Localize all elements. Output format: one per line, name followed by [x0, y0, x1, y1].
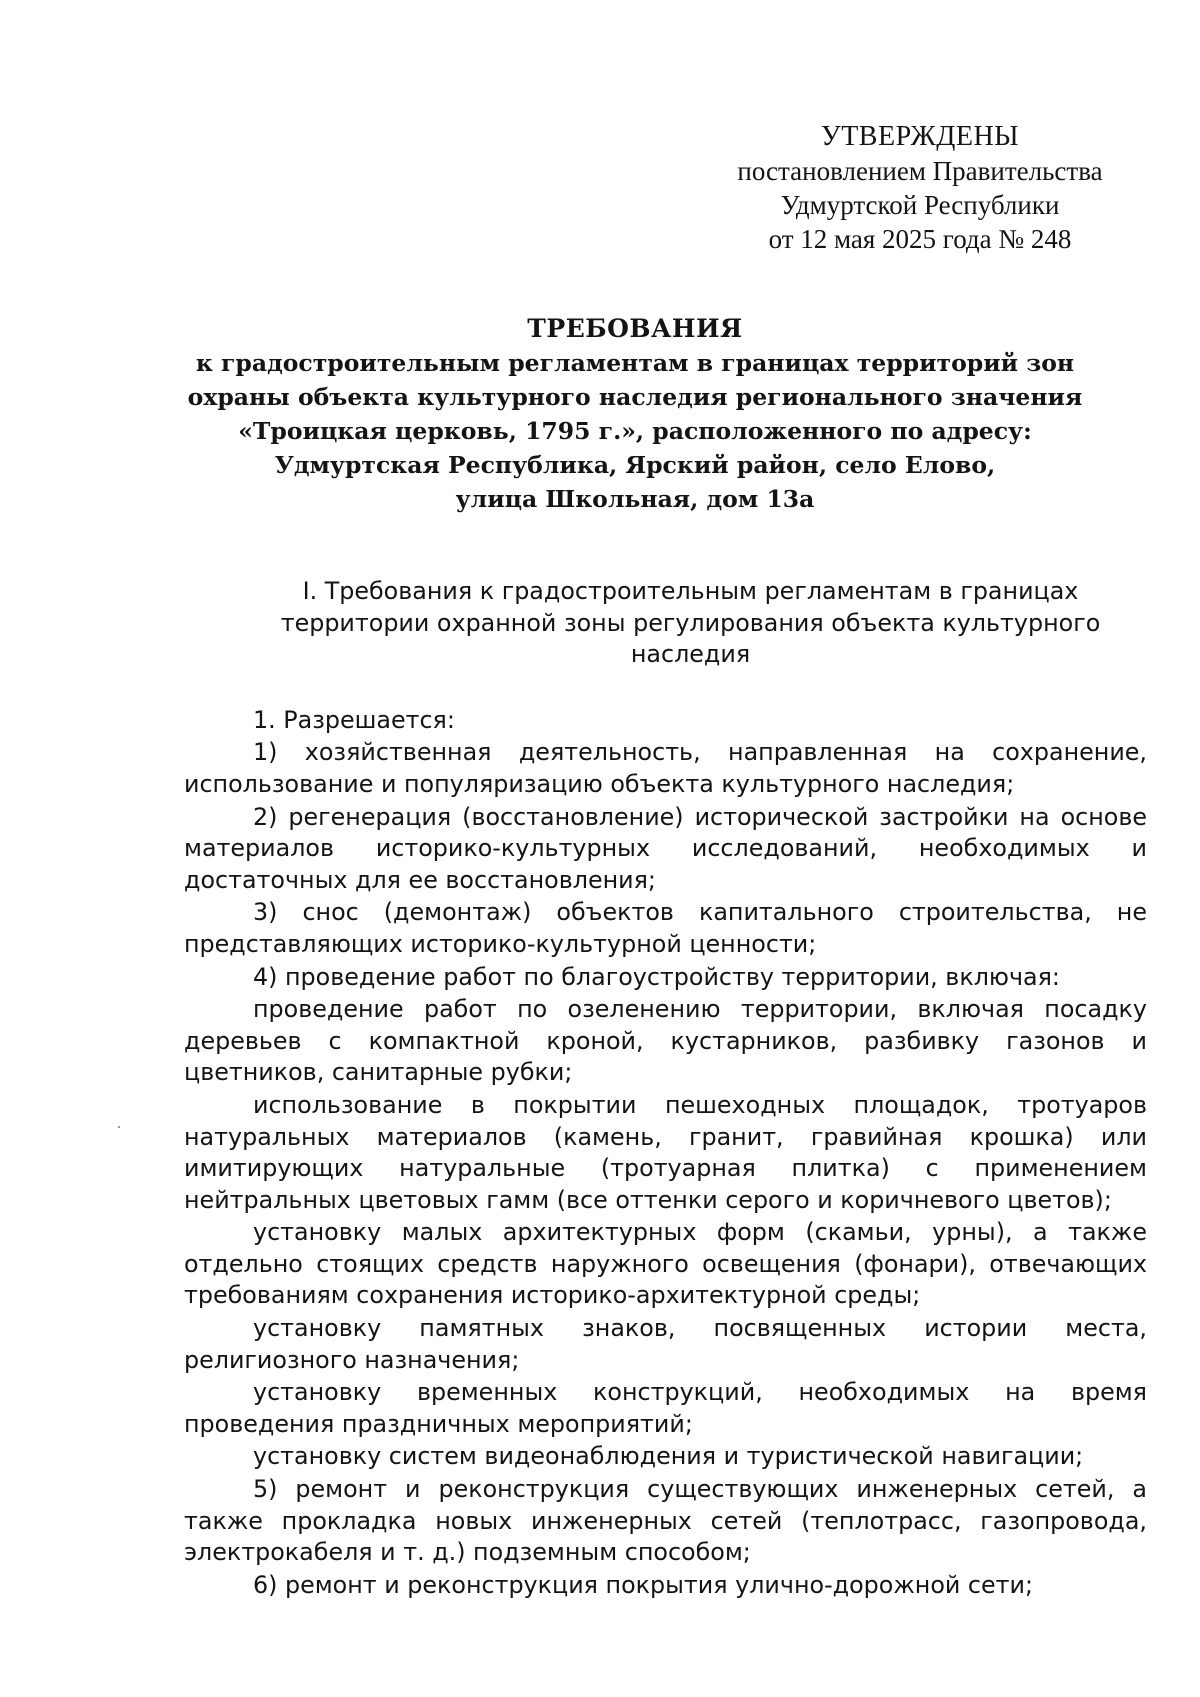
- paragraph: установку малых архитектурных форм (скамьи, урны), а также отдельно стоящих средств наружного освещения (фонари), отвечающих требованиям сохранения историко-архитектурной среды;: [184, 1218, 1147, 1310]
- section-heading: I. Требования к градостроительным регламентам в границах территории охранной зоны регулирования объекта культурного наследия: [280, 577, 1101, 669]
- title-line: к градостроительным регламентам в границах территорий зон: [195, 349, 1075, 377]
- scan-speck: [118, 1126, 120, 1128]
- document-body: [184, 576, 1147, 1602]
- document-title-block: [180, 312, 1090, 516]
- title-line: улица Школьная, дом 13а: [455, 485, 815, 513]
- paragraph: 1. Разрешается:: [253, 705, 455, 734]
- paragraph: 2) регенерация (восстановление) исторической застройки на основе материалов историко-культурных исследований, необходимых и достаточных для ее восстановления;: [184, 802, 1147, 894]
- paragraph: установку памятных знаков, посвященных истории места, религиозного назначения;: [184, 1314, 1147, 1374]
- document-title: ТРЕБОВАНИЯ: [527, 314, 743, 343]
- paragraph: 5) ремонт и реконструкция существующих инженерных сетей, а также прокладка новых инженерных сетей (теплотрасс, газопровода, электрокабеля и т. д.) подземным способом;: [184, 1475, 1147, 1567]
- paragraph: 1) хозяйственная деятельность, направленная на сохранение, использование и популяризацию объекта культурного наследия;: [184, 738, 1147, 798]
- approval-line: постановлением Правительства: [737, 156, 1103, 186]
- title-line: «Троицкая церковь, 1795 г.», расположенного по адресу:: [238, 417, 1032, 445]
- approval-line: Удмуртской Республики: [780, 190, 1060, 220]
- approval-block: [720, 120, 1120, 256]
- paragraph: 3) снос (демонтаж) объектов капитального строительства, не представляющих историко-культурной ценности;: [184, 898, 1147, 958]
- title-line: Удмуртская Республика, Ярский район, село Елово,: [274, 451, 996, 479]
- paragraph: установку систем видеонаблюдения и туристической навигации;: [253, 1442, 1084, 1471]
- paragraph: 6) ремонт и реконструкция покрытия улично-дорожной сети;: [253, 1570, 1033, 1599]
- paragraph: использование в покрытии пешеходных площадок, тротуаров натуральных материалов (камень, гранит, гравийная крошка) или имитирующих натуральные (тротуарная плитка) с применением нейтральных цветовых гамм (все оттенки серого и коричневого цветов);: [184, 1090, 1147, 1214]
- paragraph: установку временных конструкций, необходимых на время проведения праздничных мероприятий;: [184, 1378, 1147, 1438]
- approval-heading: УТВЕРЖДЕНЫ: [820, 121, 1020, 152]
- title-line: охраны объекта культурного наследия регионального значения: [187, 383, 1083, 411]
- paragraph: проведение работ по озеленению территории, включая посадку деревьев с компактной кроной, кустарников, разбивку газонов и цветников, санитарные рубки;: [184, 995, 1147, 1087]
- paragraph: 4) проведение работ по благоустройству территории, включая:: [253, 962, 1060, 991]
- approval-date-number: от 12 мая 2025 года № 248: [768, 224, 1072, 254]
